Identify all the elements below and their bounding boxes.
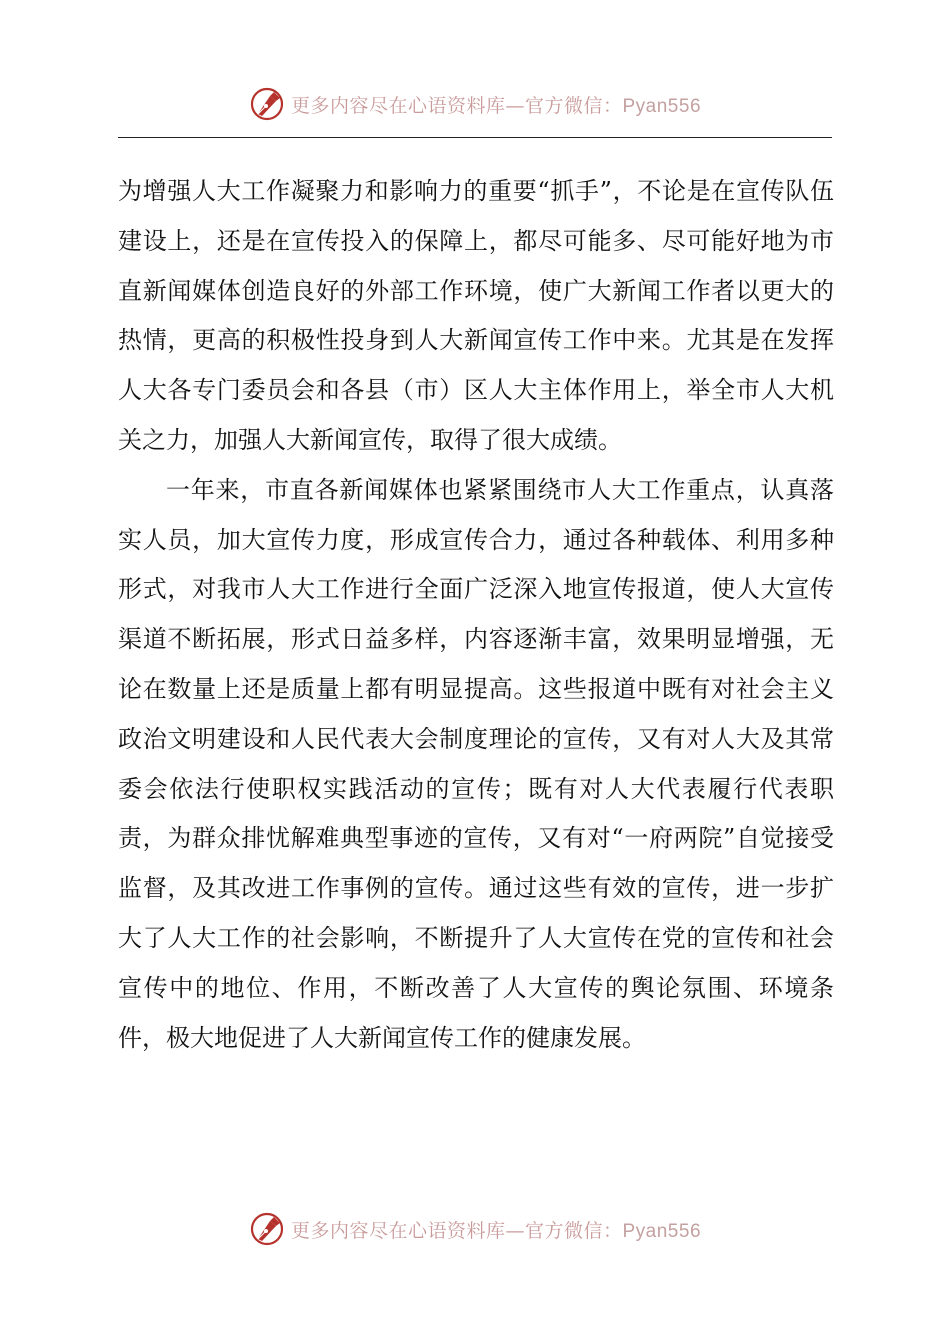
footer-banner <box>0 1209 950 1249</box>
footer-banner-text <box>291 1216 701 1243</box>
header-divider <box>118 137 832 138</box>
footer-banner-label: 更多内容尽在心语资料库—官方微信： <box>290 1219 623 1242</box>
document-body <box>118 167 834 1063</box>
footer-wechat-id: Pyan556 <box>622 1220 702 1242</box>
header-banner-text <box>291 91 701 118</box>
header-banner <box>0 84 950 124</box>
header-wechat-id: Pyan556 <box>622 95 702 117</box>
body-paragraph-2: 一年来，市直各新闻媒体也紧紧围绕市人大工作重点，认真落实人员，加大宣传力度，形成宣传合力，通过各种载体、利用多种形式，对我市人大工作进行全面广泛深入地宣传报道，使人大宣传渠道不断拓展，形式日益多样，内容逐渐丰富，效果明显增强，无论在数量上还是质量上都有明显提高。这些报道中既有对社会主义政治文明建设和人民代表大会制度理论的宣传，又有对人大及其常委会依法行使职权实践活动的宣传；既有对人大代表履行代表职责，为群众排忧解难典型事迹的宣传，又有对“一府两院”自觉接受监督，及其改进工作事例的宣传。通过这些有效的宣传，进一步扩大了人大工作的社会影响，不断提升了人大宣传在党的宣传和社会宣传中的地位、作用，不断改善了人大宣传的舆论氛围、环境条件，极大地促进了人大新闻宣传工作的健康发展。 <box>118 475 834 1052</box>
header-banner-label: 更多内容尽在心语资料库—官方微信： <box>290 94 623 117</box>
pen-nib-icon <box>249 1211 285 1247</box>
body-paragraph-1: 为增强人大工作凝聚力和影响力的重要“抓手”，不论是在宣传队伍建设上，还是在宣传投入的保障上，都尽可能多、尽可能好地为市直新闻媒体创造良好的外部工作环境，使广大新闻工作者以更大的热情，更高的积极性投身到人大新闻宣传工作中来。尤其是在发挥人大各专门委员会和各县（市）区人大主体作用上，举全市人大机关之力，加强人大新闻宣传，取得了很大成绩。 <box>118 177 834 454</box>
pen-nib-icon <box>249 86 285 122</box>
